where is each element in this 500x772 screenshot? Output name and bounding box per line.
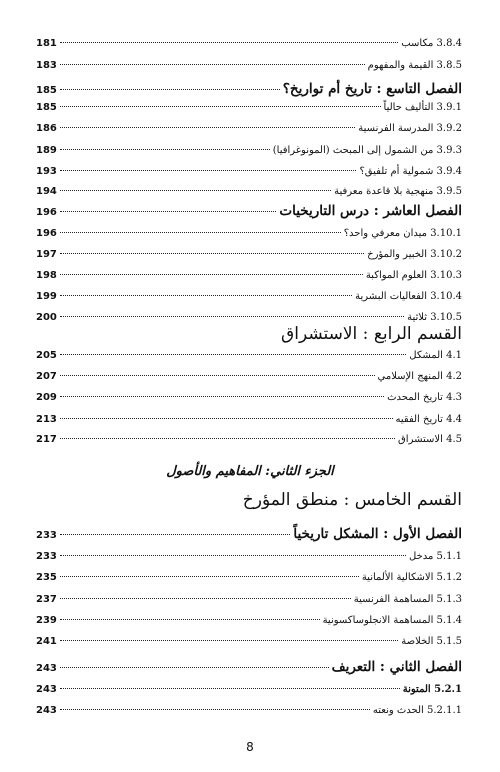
toc-entry-label: 3.9.1 التأليف حالياً	[383, 102, 462, 113]
toc-entry-label: 4.3 تاريخ المحدث	[387, 392, 462, 403]
toc-entry	[36, 102, 462, 113]
toc-entry	[36, 705, 462, 716]
toc-page-number: 194	[36, 186, 57, 197]
toc-entry-label: 4.2 المنهج الإسلامي	[377, 371, 462, 382]
toc-page-number: 185	[36, 102, 57, 113]
leader-dots	[60, 64, 365, 65]
leader-dots	[60, 127, 355, 128]
toc-entry-label: القسم الرابع : الاستشراق	[281, 324, 462, 344]
toc-page-number: 209	[36, 392, 57, 403]
toc-entry	[36, 312, 462, 323]
toc-entry	[36, 551, 462, 562]
leader-dots	[60, 667, 329, 668]
leader-dots	[60, 274, 363, 275]
toc-entry-label: 5.2.1.1 الحدث ونعته	[372, 705, 462, 716]
toc-entry-label: 3.8.5 القيمة والمفهوم	[367, 60, 462, 71]
toc-entry-label: 5.1.1 مدخل	[409, 551, 462, 562]
toc-page-number: 217	[36, 434, 57, 445]
toc-page-number: 196	[36, 228, 57, 239]
toc-entry-label: 5.1.4 المساهمة الانجلوساكسونية	[322, 615, 462, 626]
toc-chapter	[36, 526, 462, 542]
leader-dots	[60, 555, 406, 556]
leader-dots	[60, 42, 398, 43]
toc-entry-label: الفصل التاسع : تاريخ أم تواريخ؟	[282, 81, 462, 97]
toc-entry-label: 3.9.5 منهجية بلا قاعدة معرفية	[334, 186, 462, 197]
toc-page-number: 197	[36, 249, 57, 260]
toc-entry-label: 3.10.2 الخبير والمؤرخ	[367, 249, 462, 260]
toc-entry-label: 3.9.2 المدرسة الفرنسية	[358, 123, 462, 134]
toc-entry	[36, 434, 462, 445]
toc-entry	[36, 291, 462, 302]
toc-entry	[36, 594, 462, 605]
toc-page-number: 243	[36, 663, 57, 674]
leader-dots	[60, 149, 270, 150]
toc-page-number: 237	[36, 594, 57, 605]
toc-page-number: 239	[36, 615, 57, 626]
leader-dots	[60, 295, 352, 296]
leader-dots	[60, 170, 357, 171]
leader-dots	[60, 688, 400, 689]
toc-entry-label: 3.10.4 الفعاليات البشرية	[355, 291, 462, 302]
toc-page-number: 200	[36, 312, 57, 323]
toc-entry-label: الفصل العاشر : درس التاريخيات	[279, 203, 462, 219]
toc-entry-label: 3.9.4 شمولية أم تلفيق؟	[359, 166, 462, 177]
toc-entry	[36, 371, 462, 382]
toc-page-number: 185	[36, 85, 57, 96]
toc-chapter	[36, 203, 462, 219]
leader-dots	[60, 190, 331, 191]
toc-entry	[36, 270, 462, 281]
leader-dots	[60, 598, 351, 599]
toc-page-number: 207	[36, 371, 57, 382]
section-five-heading: القسم الخامس : منطق المؤرخ	[242, 490, 462, 510]
toc-page-number: 241	[36, 636, 57, 647]
toc-entry	[36, 392, 462, 403]
leader-dots	[60, 438, 395, 439]
leader-dots	[60, 211, 277, 212]
toc-page-number: 243	[36, 705, 57, 716]
leader-dots	[60, 253, 364, 254]
toc-entry	[36, 166, 462, 177]
toc-section	[36, 324, 462, 344]
toc-page-number: 233	[36, 530, 57, 541]
toc-page-number: 181	[36, 38, 57, 49]
leader-dots	[60, 316, 404, 317]
toc-entry-label: 3.10.1 ميدان معرفي واحد؟	[343, 228, 462, 239]
toc-entry-label: 4.5 الاستشراق	[398, 434, 462, 445]
leader-dots	[60, 89, 280, 90]
toc-entry-label: 3.9.3 من الشمول إلى المبحث (المونوغرافيا)	[272, 145, 462, 156]
toc-entry	[36, 60, 462, 71]
toc-entry	[36, 123, 462, 134]
part-title: الجزء الثاني: المفاهيم والأصول	[166, 464, 334, 479]
toc-entry	[36, 145, 462, 156]
leader-dots	[60, 418, 393, 419]
toc-entry	[36, 186, 462, 197]
toc-page-number: 235	[36, 572, 57, 583]
leader-dots	[60, 375, 375, 376]
page-number: 8	[246, 740, 254, 754]
toc-page-number: 205	[36, 350, 57, 361]
leader-dots	[60, 709, 370, 710]
toc-entry	[36, 228, 462, 239]
toc-chapter	[36, 659, 462, 675]
toc-entry	[36, 414, 462, 425]
toc-page-number: 189	[36, 145, 57, 156]
toc-page-number: 186	[36, 123, 57, 134]
toc-page-number: 196	[36, 207, 57, 218]
toc-entry-label: 3.8.4 مكاسب	[401, 38, 462, 49]
toc-entry	[36, 572, 462, 583]
toc-entry-label: الفصل الأول : المشكل تاريخياً	[293, 526, 462, 542]
leader-dots	[60, 232, 341, 233]
toc-entry-label: 3.10.5 ثلاثية	[407, 312, 462, 323]
toc-page-number: 243	[36, 684, 57, 695]
leader-dots	[60, 396, 384, 397]
toc-page-number: 183	[36, 60, 57, 71]
leader-dots	[60, 534, 291, 535]
leader-dots	[60, 576, 359, 577]
toc-entry-label: 5.1.5 الخلاصة	[401, 636, 462, 647]
toc-entry	[36, 636, 462, 647]
toc-entry-label: 5.2.1 المتونة	[402, 684, 462, 695]
leader-dots	[60, 640, 398, 641]
toc-entry	[36, 684, 462, 695]
toc-entry-label: 4.1 المشكل	[409, 350, 462, 361]
toc-entry-label: 5.1.3 المساهمة الفرنسية	[353, 594, 462, 605]
toc-chapter	[36, 81, 462, 97]
toc-page-number: 193	[36, 166, 57, 177]
leader-dots	[60, 106, 381, 107]
toc-entry	[36, 38, 462, 49]
toc-page-number: 233	[36, 551, 57, 562]
toc-page-number: 213	[36, 414, 57, 425]
toc-page-number: 198	[36, 270, 57, 281]
toc-entry-label: 4.4 تاريخ الفقيه	[395, 414, 462, 425]
toc-entry	[36, 615, 462, 626]
leader-dots	[60, 354, 406, 355]
leader-dots	[60, 619, 320, 620]
toc-entry	[36, 249, 462, 260]
toc-entry-label: الفصل الثاني : التعريف	[331, 659, 462, 675]
toc-entry-label: 3.10.3 العلوم المواكبة	[365, 270, 462, 281]
toc-entry-label: 5.1.2 الاشكالية الألمانية	[361, 572, 462, 583]
toc-page-number: 199	[36, 291, 57, 302]
toc-entry	[36, 350, 462, 361]
